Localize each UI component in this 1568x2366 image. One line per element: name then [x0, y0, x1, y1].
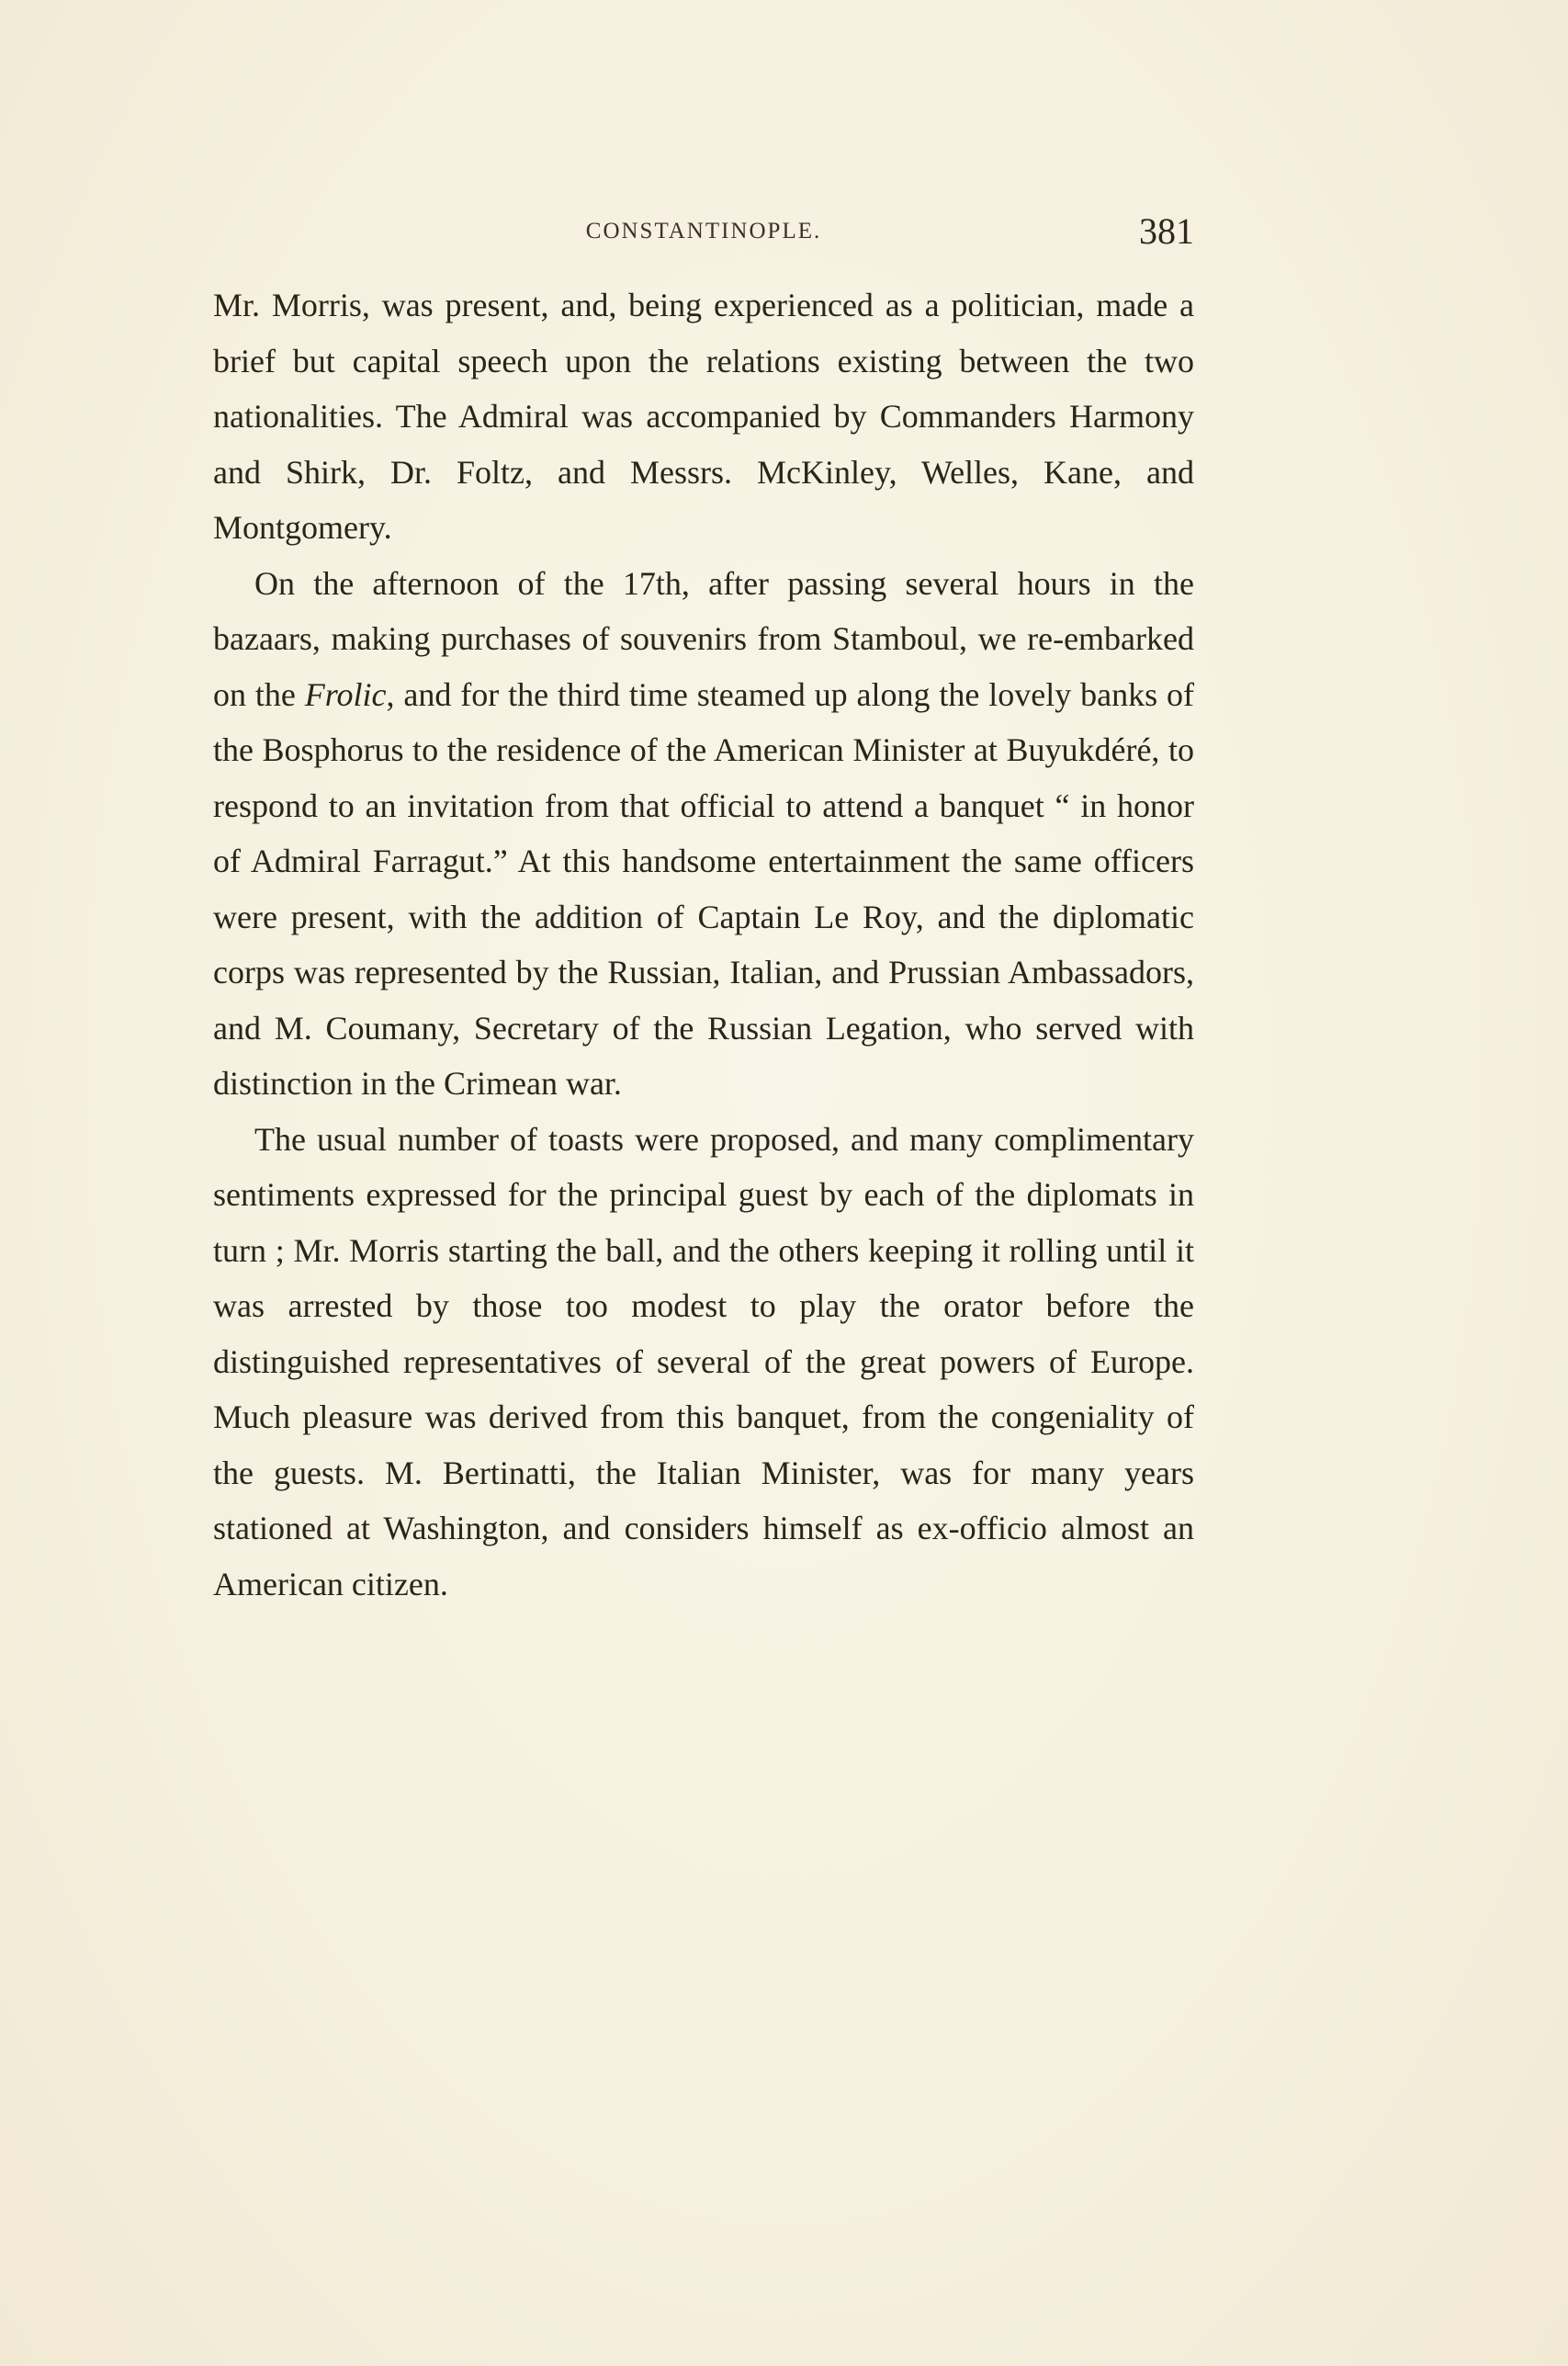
paragraph-toasts: The usual number of toasts were proposed, and many complimentary sentiments expressed for the principal guest by each of the diplomats in turn ; Mr. Morris starting the ball, and the others keeping it rolling until it was arrested by those too modest to play the orator before the distinguished representatives of several of the great powers of Europe. Much pleasure was derived from this banquet, from the congeniality of the guests. M. Bertinatti, the Italian Minister, was for many years stationed at Washington, and considers himself as ex-officio almost an American citizen. [213, 1120, 1194, 1602]
ship-name-italic: Frolic [304, 675, 387, 713]
page-number: 381 [1139, 210, 1194, 252]
running-title: CONSTANTINOPLE. [585, 219, 822, 243]
paragraph-banquet [213, 556, 1194, 1112]
paragraph-continuation: Mr. Morris, was present, and, being experienced as a politician, made a brief but capital speech upon the relations existing between the two nationalities. The Admiral was accompanied by Commanders Harmony and Shirk, Dr. Foltz, and Messrs. McKinley, Welles, Kane, and Montgomery. [213, 287, 1194, 546]
body-text [213, 277, 1194, 1612]
paragraph-banquet-end: , and for the third time steamed up along the lovely banks of the Bosphorus to the residence of the American Minister at Buyukdéré, to respond to an invitation from that official to attend a banquet “ in honor of Admiral Farragut.” At this handsome entertainment the same officers were present, with the addition of Captain Le Roy, and the diplomatic corps was represented by the Russian, Italian, and Prussian Ambassadors, and M. Coumany, Secretary of the Russian Legation, who served with distinction in the Crimean war. [213, 675, 1194, 1102]
running-head [213, 209, 1194, 255]
paragraph-banquet-start: On the afternoon of the 17th, after passing several hours in the bazaars, making purchases of souvenirs from Stamboul, we re-embarked on the [213, 564, 1194, 713]
